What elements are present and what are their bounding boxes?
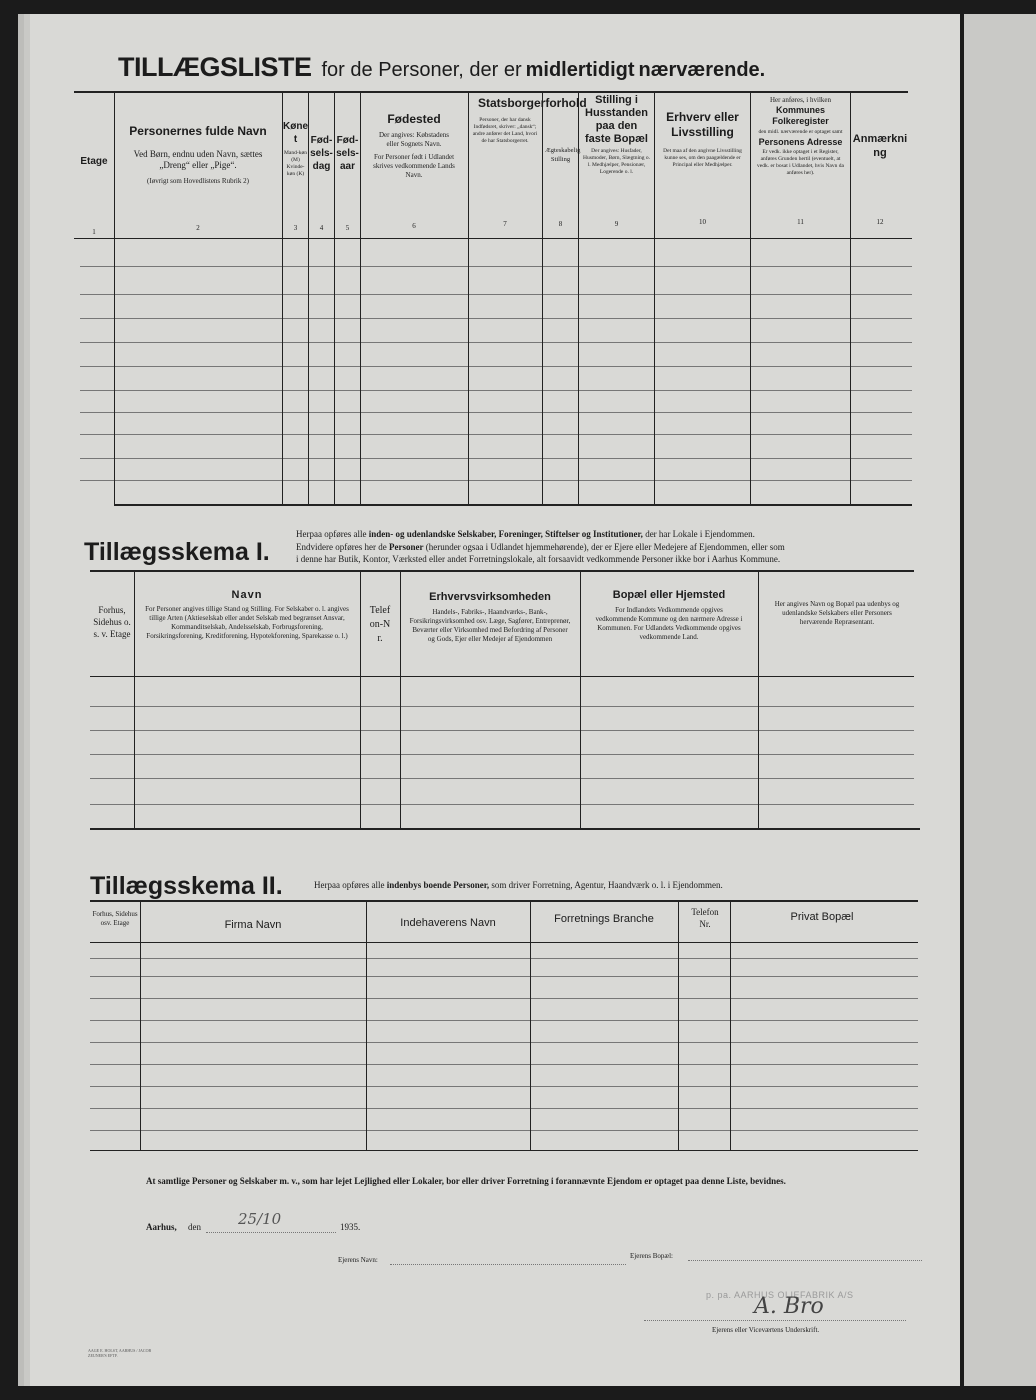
- title-rest: for de Personer, der er: [321, 59, 522, 81]
- col-navn-sub: Ved Børn, endnu uden Navn, sættes „Dreng“ eller „Pige“.: [133, 149, 263, 170]
- col-num-11: 11: [797, 218, 804, 226]
- col-num-5: 5: [345, 224, 350, 232]
- title-bold2: midlertidigt: [525, 59, 635, 81]
- skema1-text1b: inden- og udenlandske Selskaber, Foreninger, Stiftelser og Institutioner,: [368, 529, 643, 539]
- skema1-text2a: Endvidere opføres her de: [296, 541, 389, 552]
- col-fodested-sub2: For Personer født i Udlandet skrives vedkommende Lands Navn.: [373, 153, 455, 179]
- col-num-3: 3: [293, 224, 298, 232]
- skema1-col-erhverv-head: Erhvervsvirksomheden: [429, 591, 551, 603]
- col-fodested-head: Fødested: [387, 112, 441, 126]
- col-num-6: 6: [412, 222, 416, 230]
- title-main: TILLÆGSLISTE: [118, 52, 312, 82]
- skema1-col-bopael-head: Bopæl eller Hjemsted: [612, 589, 726, 601]
- col-navn-sub2: (Iøvrigt som Hovedlistens Rubrik 2): [147, 177, 249, 185]
- skema2-text-a: Herpaa opføres alle: [314, 880, 387, 890]
- printer-mark: AAGE E. HOLST, AARHUS / JACOB ZEUNER'S EFTF.: [88, 1348, 152, 1358]
- col-erhverv-head: Erhverv eller Livsstilling: [666, 110, 739, 139]
- col-num-12: 12: [876, 218, 884, 226]
- attest-text: At samtlige Personer og Selskaber m. v., som har lejet Lejlighed eller Lokaler, bor eller driver Forretning i forannævnte Ejendom er optaget paa denne Liste, bevidnes.: [146, 1176, 786, 1186]
- col-stilling-head: Stilling i Husstanden paa den faste Bopæl: [585, 94, 648, 145]
- skema1-text3: i denne har Butik, Kontor, Værksted eller andet Forretningslokale, alt forsaavidt vedkommende Personer ikke bor i Aarhus Kommune.: [296, 554, 781, 564]
- col-erhverv-sub: Det maa af den angivne Livsstilling kunne ses, om den paagældende er Principal eller Medhjælper.: [663, 148, 742, 168]
- skema1-text2b: Personer: [388, 541, 424, 552]
- skema1-text1c: der har Lokale i Ejendommen.: [642, 529, 755, 539]
- col-num-2: 2: [196, 224, 200, 232]
- col-etage: Etage: [80, 156, 108, 167]
- skema2-text-c: som driver Forretning, Agentur, Haandværk o. l. i Ejendommen.: [489, 880, 723, 890]
- year: 1935.: [340, 1222, 361, 1232]
- skema2-col-branche: Forretnings Branche: [554, 913, 654, 925]
- skema2-col-privat: Privat Bopæl: [790, 911, 854, 923]
- col-statsborger: [470, 96, 587, 145]
- col-stilling-sub: Der angives: Husfader, Husmoder, Børn, Slægtning o. l. Medhjælper, Pensionær, Logerende o. l.: [583, 148, 651, 175]
- col-konet-sub: Mand-køn (M) Kvinde-køn (K): [284, 150, 307, 177]
- col-num-4: 4: [319, 224, 324, 232]
- city-label: Aarhus,: [146, 1222, 177, 1232]
- skema2-description: [314, 880, 914, 890]
- title-end: nærværende.: [638, 59, 766, 81]
- skema1-description: [296, 528, 922, 566]
- col-folkeregister-head: Kommunes Folkeregister: [772, 105, 829, 126]
- signature-label: Ejerens eller Viceværtens Underskrift.: [712, 1326, 820, 1334]
- col-fodselsaar: Fød-sels-aar: [336, 135, 359, 172]
- skema1-text2c: (herunder ogsaa i Udlandet hjemmehørende), der er Ejere eller Medejere af Ejendommen, eller som: [423, 541, 785, 552]
- skema1-col-erhverv: [402, 590, 578, 644]
- col-konet-head: Kønet: [283, 121, 308, 145]
- skema2-text-b: indenbys boende Personer,: [386, 880, 490, 890]
- skema1-col-etage: Forhus, Sidehus o. s. v. Etage: [93, 605, 131, 639]
- col-folkeregister-pre: Her anføres, i hvilken: [769, 96, 832, 104]
- skema1-col-navn-head: Navn: [231, 589, 263, 601]
- skema2-col-etage: Forhus, Sidehus osv. Etage: [92, 910, 138, 927]
- col-navn-head: Personernes fulde Navn: [129, 124, 267, 138]
- date-handwritten: 25/10: [238, 1210, 282, 1228]
- col-fodested-sub: Der angives: Købstadens eller Sognets Navn.: [379, 131, 449, 148]
- skema1-col-bopael-sub: For Indlandets Vedkommende opgives vedkommende Kommune og den nærmere Adresse i Kommunen. For Udlandets Vedkommende opgives vedkommende Land.: [595, 606, 743, 641]
- skema1-col-navn: [136, 588, 358, 641]
- col-folkeregister-head2: Personens Adresse: [758, 137, 843, 147]
- col-num-9: 9: [614, 220, 619, 228]
- col-navn: [116, 124, 280, 186]
- census-form-page: [30, 14, 960, 1386]
- skema2-col-indehaver: Indehaverens Navn: [400, 917, 496, 929]
- signature: A. Bro: [754, 1294, 824, 1319]
- owner-name-label: Ejerens Navn:: [338, 1256, 378, 1264]
- skema2-col-firma: Firma Navn: [224, 919, 282, 931]
- col-num-10: 10: [699, 218, 706, 226]
- skema1-col-navn-sub: For Personer angives tillige Stand og Stilling. For Selskaber o. l. angives tillige Arten (Aktieselskab eller andet Selskab med begrænset Ansvar, Kommanditselskab, Andelsselskab, Forbrugsforening, Forsikringsforening, Kreditforening, Hypotekforening, Sparekasse o. l.): [145, 605, 349, 640]
- col-folkeregister: [751, 96, 850, 177]
- skema1-title: Tillægsskema I.: [84, 538, 270, 566]
- col-num-7: 7: [503, 220, 507, 228]
- col-statsborger-head: Statsborgerforhold: [478, 96, 587, 110]
- company-stamp: p. pa. AARHUS OLIEFABRIK A/S: [706, 1290, 854, 1300]
- col-anmaerkning: Anmærkning: [852, 133, 908, 159]
- skema1-text1a: Herpaa opføres alle: [296, 529, 369, 539]
- col-fodested: [362, 112, 466, 180]
- col-erhverv: [655, 110, 750, 169]
- col-aegteskabelig: Ægteskabelig Stilling: [545, 147, 581, 163]
- skema1-col-repraesentant: Her angives Navn og Bopæl paa udenbys og udenlandske Selskabers eller Personers herværende Repræsentant.: [774, 600, 900, 626]
- skema1-col-telefon: Telefon-Nr.: [369, 605, 391, 644]
- owner-address-label: Ejerens Bopæl:: [630, 1252, 673, 1260]
- skema2-col-telefon: Telefon Nr.: [691, 907, 719, 929]
- col-num-8: 8: [558, 220, 563, 228]
- skema2-title: Tillægsskema II.: [90, 872, 283, 900]
- col-fodselsdag: Fød-sels-dag: [310, 135, 333, 172]
- col-folkeregister-sub2: Er vedk. ikke optaget i et Register, anføres Grunden hertil (eventuelt, at vedk. er bosat i Udlandet, hvis Navn da anføres her).: [757, 149, 844, 176]
- skema1-col-erhverv-sub: Handels-, Fabriks-, Haandværks-, Bank-, Forsikringsvirksomhed osv. Læge, Sagfører, Entreprenør, Beværter eller Virksomhed med Befordring af Personer og Gods, Ejer eller Medejer af Ejendommen: [409, 608, 571, 643]
- den-label: den: [188, 1222, 201, 1232]
- skema1-col-bopael: [582, 588, 756, 642]
- col-num-1: 1: [92, 228, 96, 236]
- tillaegsliste-title: [118, 52, 765, 83]
- col-konet: [283, 120, 308, 178]
- col-stilling: [579, 94, 654, 176]
- col-folkeregister-sub: den midl. nærværende er optaget samt: [758, 129, 843, 135]
- adjacent-page-edge: [964, 14, 1036, 1386]
- col-statsborger-sub: Personer, der har dansk Indfødsret, skriver: „dansk“; andre anfører det Land, hvori de har Statsborgerret.: [472, 117, 538, 144]
